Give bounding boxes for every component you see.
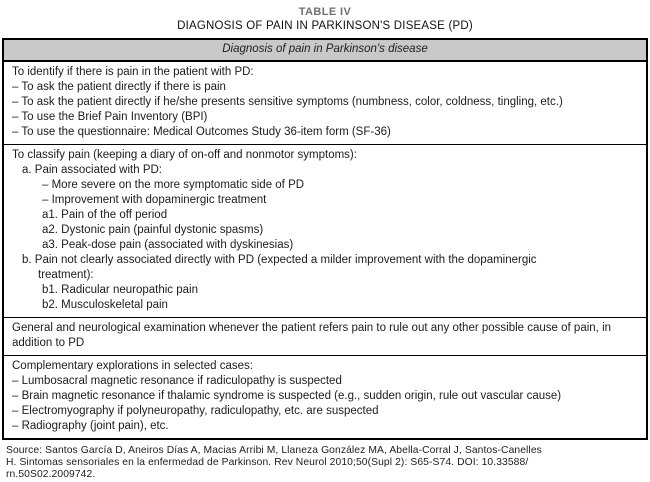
table-caption <box>0 0 650 33</box>
table-line: – Brain magnetic resonance if thalamic syndrome is suspected (e.g., sudden origin, rule out vascular cause) <box>12 390 562 402</box>
source-line: H. Sintomas sensoriales en la enfermedad de Parkinson. Rev Neurol 2010;50(Supl 2): S65-S74. DOI: 10.33588/ <box>6 457 529 468</box>
source-line: Source: Santos García D, Aneiros Días A, Macias Arribi M, Llaneza González MA, Abella-Corral J, Santos-Canelles <box>6 445 542 456</box>
table-line: – Improvement with dopaminergic treatment <box>42 194 267 206</box>
table-line: – To ask the patient directly if there is pain <box>12 81 226 93</box>
table-line: a1. Pain of the off period <box>42 209 168 221</box>
table-line: General and neurological examination whenever the patient refers pain to rule out any other possible cause of pain, in addition to PD <box>12 322 612 349</box>
diagnosis-table <box>2 38 648 440</box>
table-line: – Electromyography if polyneuropathy, radiculopathy, etc. are suspected <box>12 405 379 417</box>
table-section <box>4 144 646 317</box>
table-sections <box>4 62 646 438</box>
table-line: – To use the Brief Pain Inventory (BPI) <box>12 111 208 123</box>
table-line: – Lumbosacral magnetic resonance if radiculopathy is suspected <box>12 375 342 387</box>
table-section <box>4 355 646 438</box>
table-line: a2. Dystonic pain (painful dystonic spasms) <box>42 224 264 236</box>
table-line: To identify if there is pain in the patient with PD: <box>12 66 254 78</box>
table-section <box>4 62 646 144</box>
table-header-band: Diagnosis of pain in Parkinson's disease <box>4 40 646 62</box>
table-line: – To use the questionnaire: Medical Outcomes Study 36-item form (SF-36) <box>12 126 391 138</box>
source-line: rn.50S02.2009742. <box>6 469 96 480</box>
table-section <box>4 317 646 355</box>
table-line: – Radiography (joint pain), etc. <box>12 420 169 432</box>
table-line: b. Pain not clearly associated directly with PD (expected a milder improvement with the dopaminergic treatment): <box>22 254 537 281</box>
table-line: b2. Musculoskeletal pain <box>42 299 168 311</box>
table-line: Complementary explorations in selected cases: <box>12 360 253 372</box>
table-caption-label: TABLE IV <box>298 6 352 18</box>
table-line: a. Pain associated with PD: <box>22 164 162 176</box>
table-line: b1. Radicular neuropathic pain <box>42 284 198 296</box>
source-note <box>6 445 644 481</box>
table-line: – To ask the patient directly if he/she presents sensitive symptoms (numbness, color, coldness, tingling, etc.) <box>12 96 563 108</box>
table-line: To classify pain (keeping a diary of on-off and nonmotor symptoms): <box>12 149 357 161</box>
table-line: a3. Peak-dose pain (associated with dyskinesias) <box>42 239 294 251</box>
table-caption-title: DIAGNOSIS OF PAIN IN PARKINSON'S DISEASE (PD) <box>177 20 473 32</box>
table-line: – More severe on the more symptomatic side of PD <box>42 179 305 191</box>
